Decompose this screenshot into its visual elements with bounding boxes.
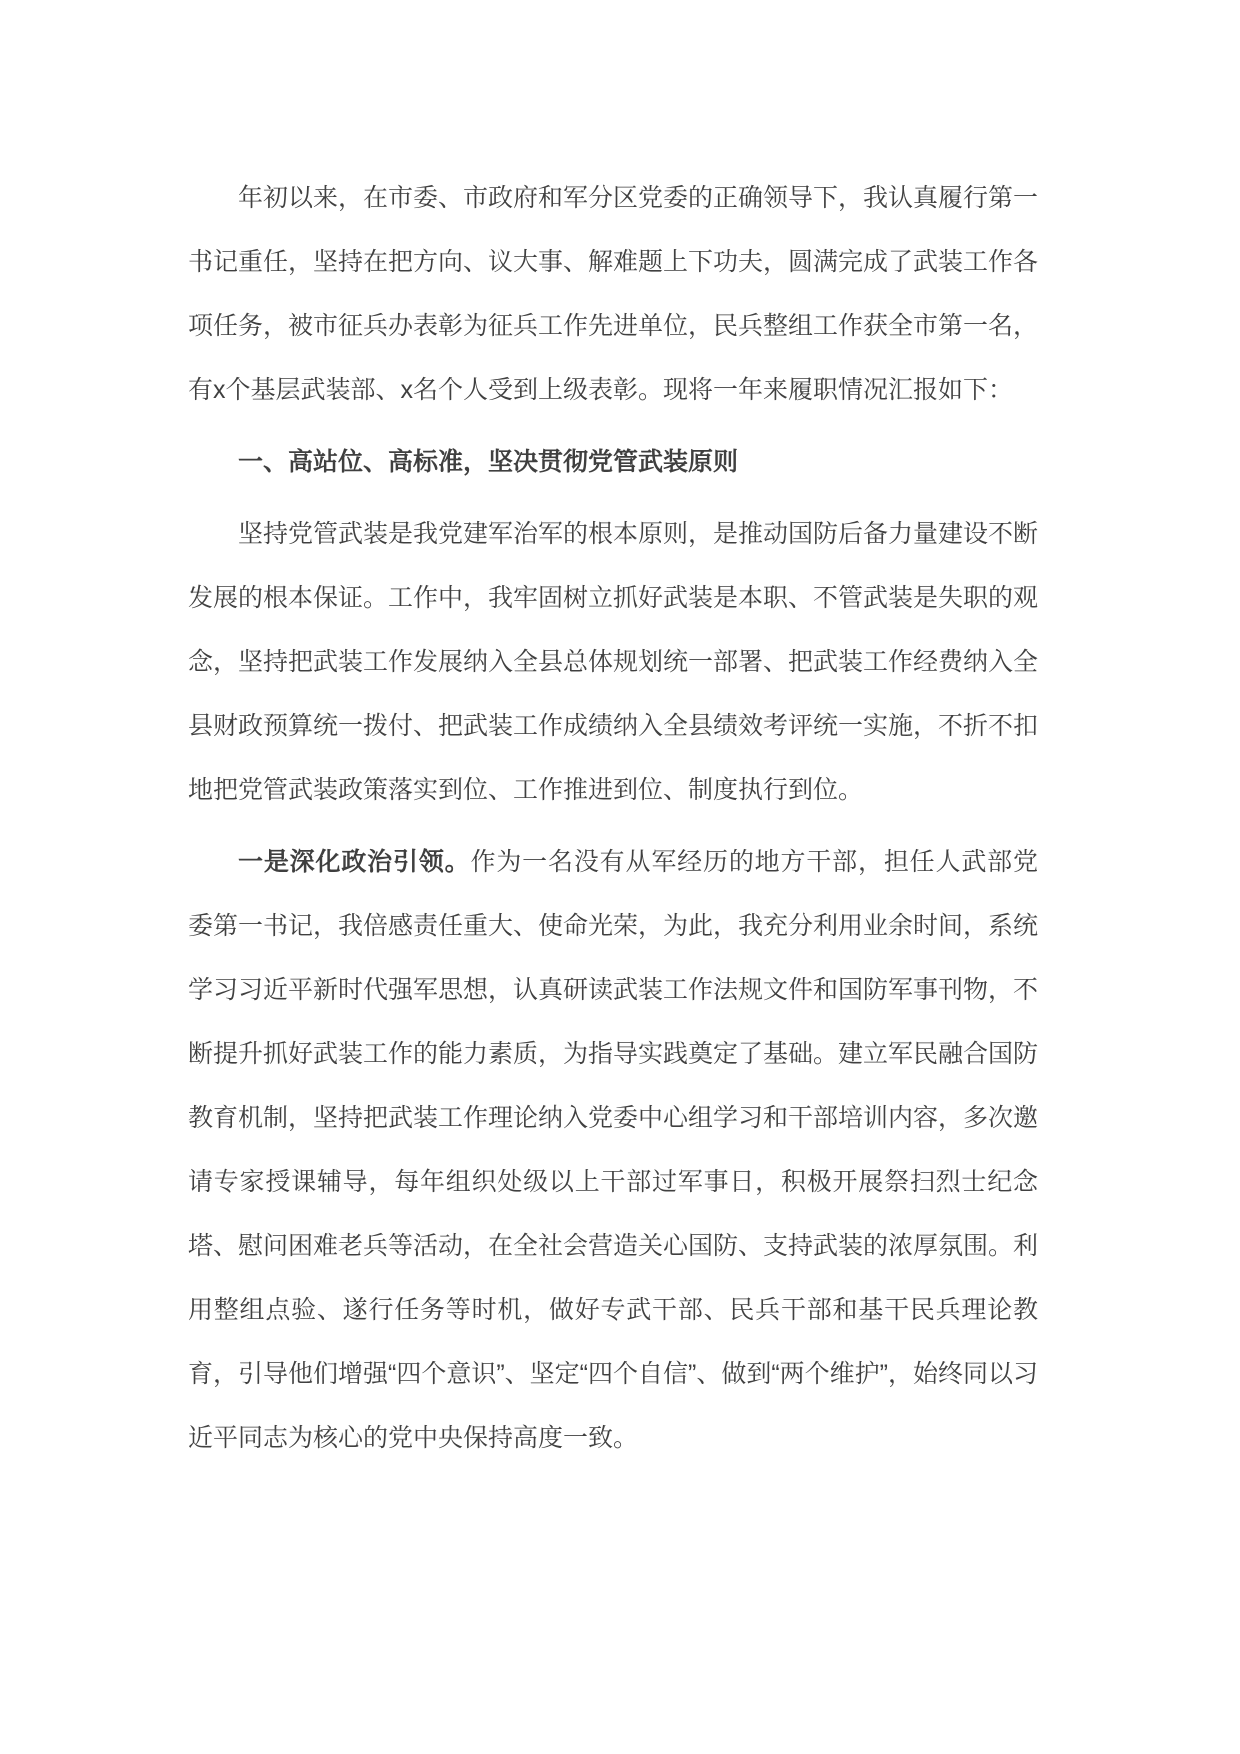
point-one-paragraph xyxy=(188,830,1038,1470)
point-one-body-text: 作为一名没有从军经历的地方干部，担任人武部党委第一书记，我倍感责任重大、使命光荣，为此，我充分利用业余时间，系统学习习近平新时代强军思想，认真研读武装工作法规文件和国防军事刊物，不断提升抓好武装工作的能力素质，为指导实践奠定了基础。建立军民融合国防教育机制，坚持把武装工作理论纳入党委中心组学习和干部培训内容，多次邀请专家授课辅导，每年组织处级以上干部过军事日，积极开展祭扫烈士纪念塔、慰问困难老兵等活动，在全社会营造关心国防、支持武装的浓厚氛围。利用整组点验、遂行任务等时机，做好专武干部、民兵干部和基干民兵理论教育，引导他们增强“四个意识”、坚定“四个自信”、做到“两个维护”，始终同以习近平同志为核心的党中央保持高度一致。 xyxy=(188,848,1039,1452)
section-paragraph: 坚持党管武装是我党建军治军的根本原则，是推动国防后备力量建设不断发展的根本保证。工作中，我牢固树立抓好武装是本职、不管武装是失职的观念，坚持把武装工作发展纳入全县总体规划统一部署、把武装工作经费纳入全县财政预算统一拨付、把武装工作成绩纳入全县绩效考评统一实施，不折不扣地把党管武装政策落实到位、工作推进到位、制度执行到位。 xyxy=(188,520,1039,804)
section-heading: 一、高站位、高标准，坚决贯彻党管武装原则 xyxy=(238,448,739,476)
intro-paragraph: 年初以来，在市委、市政府和军分区党委的正确领导下，我认真履行第一书记重任，坚持在把方向、议大事、解难题上下功夫，圆满完成了武装工作各项任务，被市征兵办表彰为征兵工作先进单位，民兵整组工作获全市第一名，有x个基层武装部、x名个人受到上级表彰。现将一年来履职情况汇报如下： xyxy=(188,184,1039,404)
point-one-bold-lead: 一是深化政治引领。 xyxy=(238,848,471,876)
